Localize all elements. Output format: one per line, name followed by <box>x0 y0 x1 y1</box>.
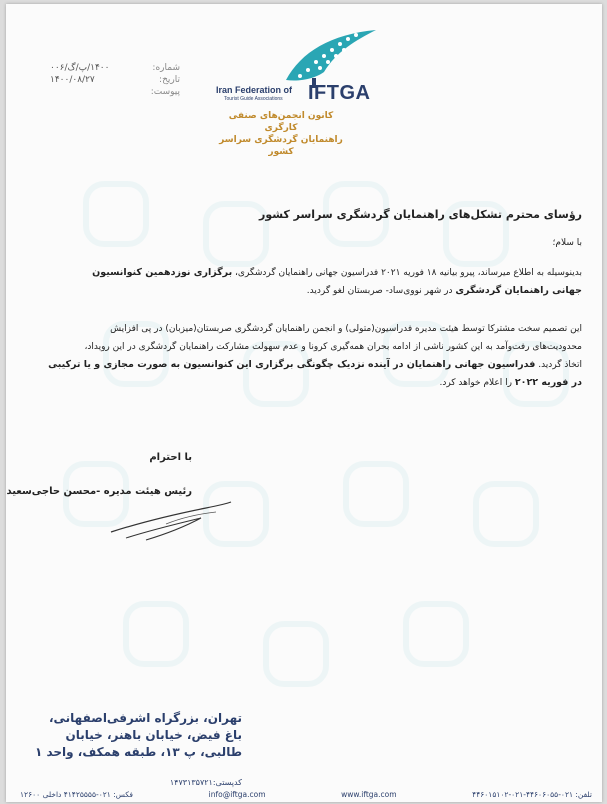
postal-code: کدپستی:۱۴۷۳۱۳۵۷۲۱ <box>169 778 242 787</box>
p2-line3-bold: فدراسیون جهانی راهنمایان در آینده نزدیک چگونگی برگزاری این کنوانسیون به صورت مجازی و یا ترکیبی <box>48 359 536 370</box>
p1-line2-bold: جهانی راهنمایان گردشگری <box>455 285 582 296</box>
address-line-1: تهران، بزرگراه اشرفی‌اصفهانی، <box>48 711 242 725</box>
footer-contacts <box>20 790 592 799</box>
website-link[interactable]: www.iftga.com <box>341 790 397 799</box>
signer-title: رئیس هیئت مدیره -محسن حاجی‌سعید <box>6 486 192 497</box>
p1-line1-bold: برگزاری نوزدهمین کنوانسیون <box>92 267 233 278</box>
letter-page <box>6 4 602 802</box>
paragraph-2 <box>22 320 582 392</box>
p2-line4-text: را اعلام خواهد کرد. <box>439 378 515 388</box>
org-name-en: Iran Federation of <box>216 85 293 95</box>
p2-line4-bold: در فوریه ۲۰۲۲ <box>514 377 582 388</box>
email-link[interactable]: info@iftga.com <box>208 790 266 799</box>
org-name-fa-line1: کانون انجمن‌های صنفی کارگری <box>228 111 334 133</box>
org-subtitle-en: Tourist Guide Associations <box>224 96 283 102</box>
date-label: تاریخ: <box>159 75 180 85</box>
footer-address <box>22 710 242 761</box>
date-value: ۱۴۰۰/۰۸/۲۷ <box>50 75 95 85</box>
closing-regards: با احترام <box>149 452 192 463</box>
number-value: ۱۴۰۰/پ/گ/۰۰۶ <box>50 63 110 73</box>
address-line-2: باغ فیض، خیابان باهنر، خیابان <box>65 728 242 742</box>
recipient-line: رؤسای محترم تشکل‌های راهنمایان گردشگری سراسر کشور <box>259 208 582 221</box>
org-abbreviation: IFTGA <box>308 82 371 104</box>
org-name-fa <box>216 110 346 158</box>
org-logo <box>216 22 396 157</box>
p1-line1-text: بدینوسیله به اطلاع میرساند، پیرو بیانیه ۱۸ فوریه ۲۰۲۱ فدراسیون جهانی راهنمایان گردشگری، <box>232 268 582 278</box>
p2-line3-text: اتخاذ گردید. <box>535 360 582 370</box>
fax-number: فکس: ۰۲۱-۴۱۴۲۵۵۵۵ داخلی ۱۲۶۰۰ <box>20 790 133 799</box>
letter-meta <box>50 62 180 98</box>
address-line-3: طالبی، پ ۱۳، طبقه همکف، واحد ۱ <box>34 745 242 759</box>
p2-line1: این تصمیم سخت مشترکا توسط هیئت مدیره فدراسیون(متولی) و انجمن راهنمایان گردشگری صربستان(میزبان) در پی افزایش <box>110 324 582 334</box>
handwritten-signature <box>106 494 236 544</box>
salutation: با سلام؛ <box>552 238 582 248</box>
org-name-fa-line2: راهنمایان گردشگری سراسر کشور <box>219 135 343 157</box>
number-label: شماره: <box>152 63 180 73</box>
phone-numbers: تلفن: ۰۲۱-۴۴۶۰۶۰۵۵-۰۲۱-۴۴۶۰۱۵۱۰۲ <box>472 790 592 799</box>
paragraph-1 <box>22 264 582 300</box>
attachment-label: پیوست: <box>150 87 180 97</box>
p1-line2-text: در شهر نووی‌ساد- صربستان لغو گردید. <box>306 286 456 296</box>
p2-line2: محدودیت‌های رفت‌وآمد به این کشور ناشی از ادامه بحران همه‌گیری کرونا و عدم سهولت مشارکت راهنمایان گردشگری در این رویداد، <box>84 342 582 352</box>
